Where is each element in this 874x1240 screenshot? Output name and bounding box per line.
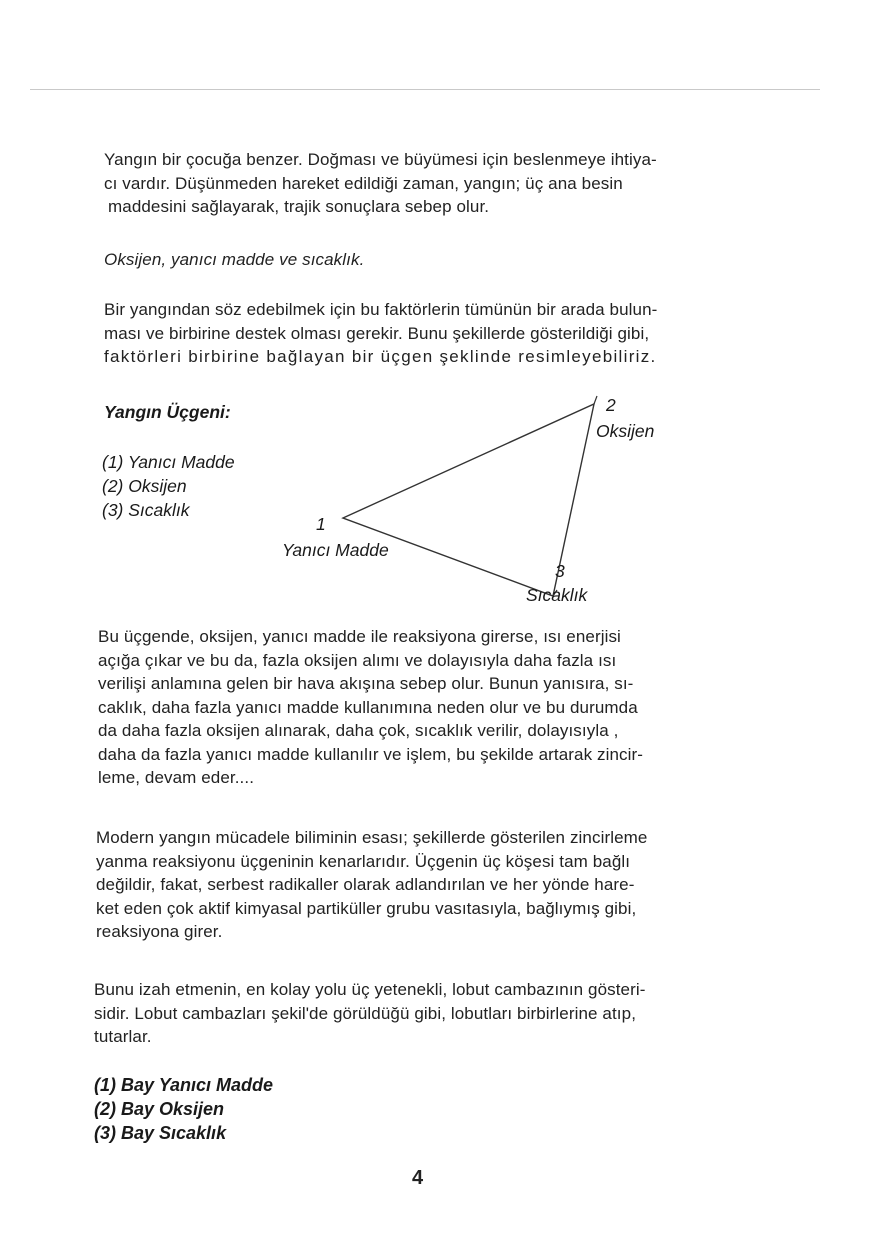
vertex-1-label: Yanıcı Madde — [282, 540, 389, 560]
text-line: caklık, daha fazla yanıcı madde kullanımına neden olur ve bu durumda — [98, 697, 638, 717]
text-line: Bunu izah etmenin, en kolay yolu üç yetenekli, lobut cambazının gösteri- — [94, 980, 646, 999]
text-line: sidir. Lobut cambazları şekil'de görüldüğü gibi, lobutları birbirlerine atıp, — [94, 1003, 637, 1023]
juggler-item: (3) Bay Sıcaklık — [94, 1123, 227, 1143]
text-line: Bu üçgende, oksijen, yanıcı madde ile reaksiyona girerse, ısı enerjisi — [98, 627, 621, 646]
factors-line: Oksijen, yanıcı madde ve sıcaklık. — [104, 250, 365, 269]
text-line: leme, devam eder.... — [98, 768, 255, 787]
text-line: verilişi anlamına gelen bir hava akışına sebep olur. Bunun yanısıra, sı- — [98, 674, 634, 693]
vertex-3-label: Sıcaklık — [526, 585, 588, 605]
legend-item: (1) Yanıcı Madde — [102, 452, 235, 472]
juggler-item: (2) Bay Oksijen — [94, 1099, 225, 1119]
text-line: ması ve birbirine destek olması gerekir. Bunu şekillerde gösterildiği gibi, — [104, 323, 650, 343]
text-line: değildir, fakat, serbest radikaller olarak adlandırılan ve her yönde hare- — [96, 875, 635, 894]
vertex-3-number: 3 — [555, 561, 565, 581]
paragraph-3 — [98, 625, 643, 790]
text-line: reaksiyona girer. — [96, 922, 223, 941]
vertex-2-label: Oksijen — [596, 421, 655, 441]
triangle-title: Yangın Üçgeni: — [104, 402, 231, 422]
text-line: Yangın bir çocuğa benzer. Doğması ve büyümesi için beslenmeye ihtiya- — [104, 150, 657, 169]
page-number: 4 — [412, 1167, 424, 1189]
text-line: maddesini sağlayarak, trajik sonuçlara sebep olur. — [108, 197, 490, 216]
text-line: yanma reaksiyonu üçgeninin kenarlarıdır. Üçgenin üç köşesi tam bağlı — [96, 851, 631, 871]
vertex-1-number: 1 — [316, 514, 326, 534]
vertex-2-tick — [594, 396, 597, 404]
text-line: Modern yangın mücadele biliminin esası; şekillerde gösterilen zincirleme — [96, 828, 648, 847]
text-line: faktörleri birbirine bağlayan bir üçgen şeklinde resimleyebiliriz. — [104, 347, 657, 366]
paragraph-4 — [96, 826, 647, 944]
text-line: cı vardır. Düşünmeden hareket edildiği zaman, yangın; üç ana besin — [104, 173, 623, 193]
vertex-2-number: 2 — [606, 395, 616, 415]
legend-item: (3) Sıcaklık — [102, 500, 190, 520]
juggler-list — [94, 1073, 273, 1145]
legend-item: (2) Oksijen — [102, 476, 187, 496]
text-line: tutarlar. — [94, 1027, 152, 1046]
text-line: ket eden çok aktif kimyasal partiküller grubu vasıtasıyla, bağlıymış gibi, — [96, 898, 637, 918]
juggler-item: (1) Bay Yanıcı Madde — [94, 1075, 274, 1095]
text-line: daha da fazla yanıcı madde kullanılır ve işlem, bu şekilde artarak zincir- — [98, 744, 644, 764]
paragraph-5 — [94, 978, 646, 1049]
text-line: da daha fazla oksijen alınarak, daha çok, sıcaklık verilir, dolayısıyla , — [98, 721, 619, 740]
text-line: açığa çıkar ve bu da, fazla oksijen alımı ve dolayısıyla daha fazla ısı — [98, 650, 617, 670]
text-line: Bir yangından söz edebilmek için bu faktörlerin tümünün bir arada bulun- — [104, 300, 658, 319]
